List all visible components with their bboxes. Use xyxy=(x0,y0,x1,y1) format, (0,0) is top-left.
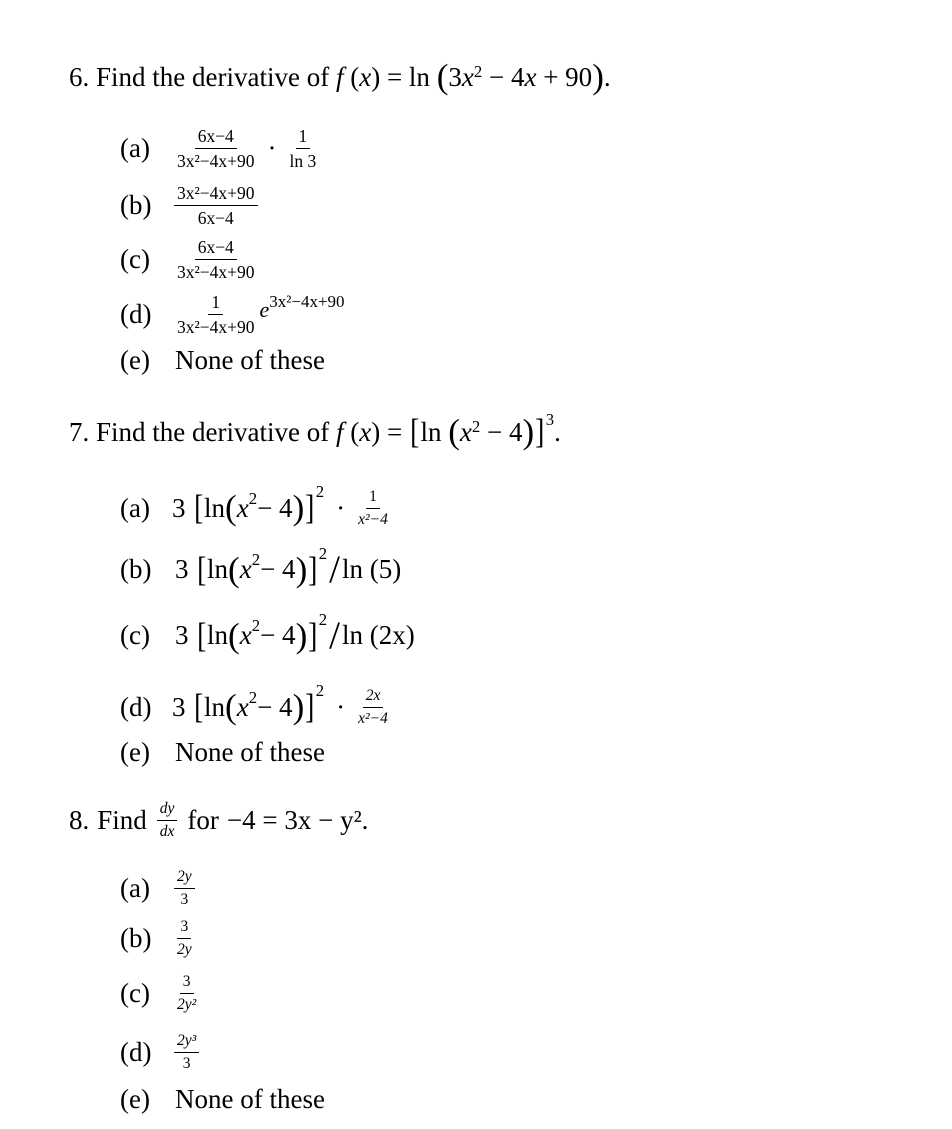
option-fraction: $\frac{\text{3x²−4x+90}}{6x-4}$ xyxy=(174,183,258,228)
option-label: (a) xyxy=(120,872,150,903)
option-fraction-2: $\frac{1}{\ln 3}$ xyxy=(289,126,317,172)
option-coefficient: 3 xyxy=(172,492,186,523)
q6-option-d[interactable] xyxy=(120,292,345,337)
q8-option-c[interactable] xyxy=(120,973,201,1014)
question-equation: −4 = 3x − y². xyxy=(226,804,369,835)
option-fraction: $\frac{3}{\text{2y²}}$ xyxy=(177,973,197,1013)
option-fraction: $\frac{6x-4}{\text{3x²−4x+90}}$ xyxy=(177,237,255,283)
option-label: (e) xyxy=(120,1084,150,1114)
q7-option-b[interactable]: (b) 3 [ ln ( x $^2$ − 4 ) ] $^2$ / ln (5) xyxy=(120,543,402,591)
option-fraction: $\frac{\text{2y³}}{3}$ xyxy=(174,1032,199,1073)
option-label: (b) xyxy=(120,554,152,584)
question-8-heading xyxy=(69,800,368,841)
option-label: (b) xyxy=(120,190,152,221)
option-coefficient: 3 xyxy=(172,691,186,722)
q6-option-a[interactable]: (a) $\frac{6x-4}{\text{3x²−4x+90}}$ · $\frac{1}{\ln 3}$ xyxy=(120,126,321,171)
question-7-heading: 7. Find the derivative of f (x) = [ln $(x^2 - 4)]^3$. xyxy=(69,410,561,452)
option-label: (d) xyxy=(120,1036,152,1067)
option-fraction: $\frac{2x}{\text{x²−4}}$ xyxy=(358,687,388,727)
q8-option-d[interactable] xyxy=(120,1032,201,1073)
question-prompt: Find xyxy=(97,804,147,835)
option-fraction: $\frac{3}{2y}$ xyxy=(177,918,192,958)
option-fraction: $\frac{2y}{3}$ xyxy=(174,868,195,909)
option-coefficient: 3 xyxy=(175,554,189,584)
option-divisor: ln (5) xyxy=(342,554,402,584)
q7-option-d[interactable]: (d) 3 [ ln ( x $^2$ − 4 ) ] $^2$ · $\frac{2x}{\text{x²−4}}$ xyxy=(120,687,393,728)
option-text: None of these xyxy=(175,1084,325,1114)
option-label: (a) xyxy=(120,492,150,523)
option-divisor: ln (2x) xyxy=(342,620,415,650)
question-6-heading: 6. Find the derivative of f $(x) = \ln (3x^2 - 4x + 90)$. xyxy=(69,57,611,97)
question-prompt: Find the derivative of xyxy=(96,417,330,447)
question-number: 7. xyxy=(69,417,90,447)
option-label: (e) xyxy=(120,345,150,375)
question-prompt: Find the derivative of xyxy=(96,62,330,92)
option-label: (e) xyxy=(120,737,150,767)
exponent: 3x²−4x+90 xyxy=(269,292,345,312)
option-text: None of these xyxy=(175,345,325,375)
option-label: (c) xyxy=(120,977,150,1008)
function-expression: $\ln (3x^2 - 4x + 90)$. xyxy=(408,57,611,97)
option-fraction: $\frac{1}{\text{3x²−4x+90}}$ xyxy=(177,292,255,338)
exp-base: e xyxy=(259,297,270,323)
function-expression: [ln $(x^2 - 4)]^3$. xyxy=(410,410,561,452)
option-label: (b) xyxy=(120,922,152,953)
question-number: 6. xyxy=(69,62,90,92)
q6-option-b[interactable] xyxy=(120,183,260,228)
q7-option-c[interactable]: (c) 3 [ ln ( x $^2$ − 4 ) ] $^2$ / ln (2x) xyxy=(120,609,415,657)
option-fraction: $\frac{6x-4}{\text{3x²−4x+90}}$ xyxy=(177,126,255,172)
q6-option-e[interactable] xyxy=(120,347,325,374)
q6-option-c[interactable] xyxy=(120,237,260,282)
q8-option-e[interactable] xyxy=(120,1086,325,1113)
question-prompt-2: for xyxy=(187,804,219,835)
q7-option-a[interactable]: (a) 3 [ ln ( x $^2$ − 4 ) ] $^2$ · $\frac{1}{\text{x²−4}}$ xyxy=(120,488,393,529)
function-name: f xyxy=(335,62,344,92)
option-label: (d) xyxy=(120,299,152,330)
option-coefficient: 3 xyxy=(175,620,189,650)
option-label: (c) xyxy=(120,244,150,275)
q7-option-e[interactable] xyxy=(120,739,325,766)
option-text: None of these xyxy=(175,737,325,767)
q8-option-a[interactable] xyxy=(120,868,197,909)
function-name: f xyxy=(335,417,344,447)
q8-option-b[interactable] xyxy=(120,918,197,959)
option-label: (c) xyxy=(120,620,150,650)
derivative-fraction: $\frac{dy}{dx}$ xyxy=(157,800,178,841)
option-label: (d) xyxy=(120,691,152,722)
option-fraction: $\frac{1}{\text{x²−4}}$ xyxy=(358,488,388,528)
question-number: 8. xyxy=(69,804,90,835)
option-label: (a) xyxy=(120,133,150,164)
